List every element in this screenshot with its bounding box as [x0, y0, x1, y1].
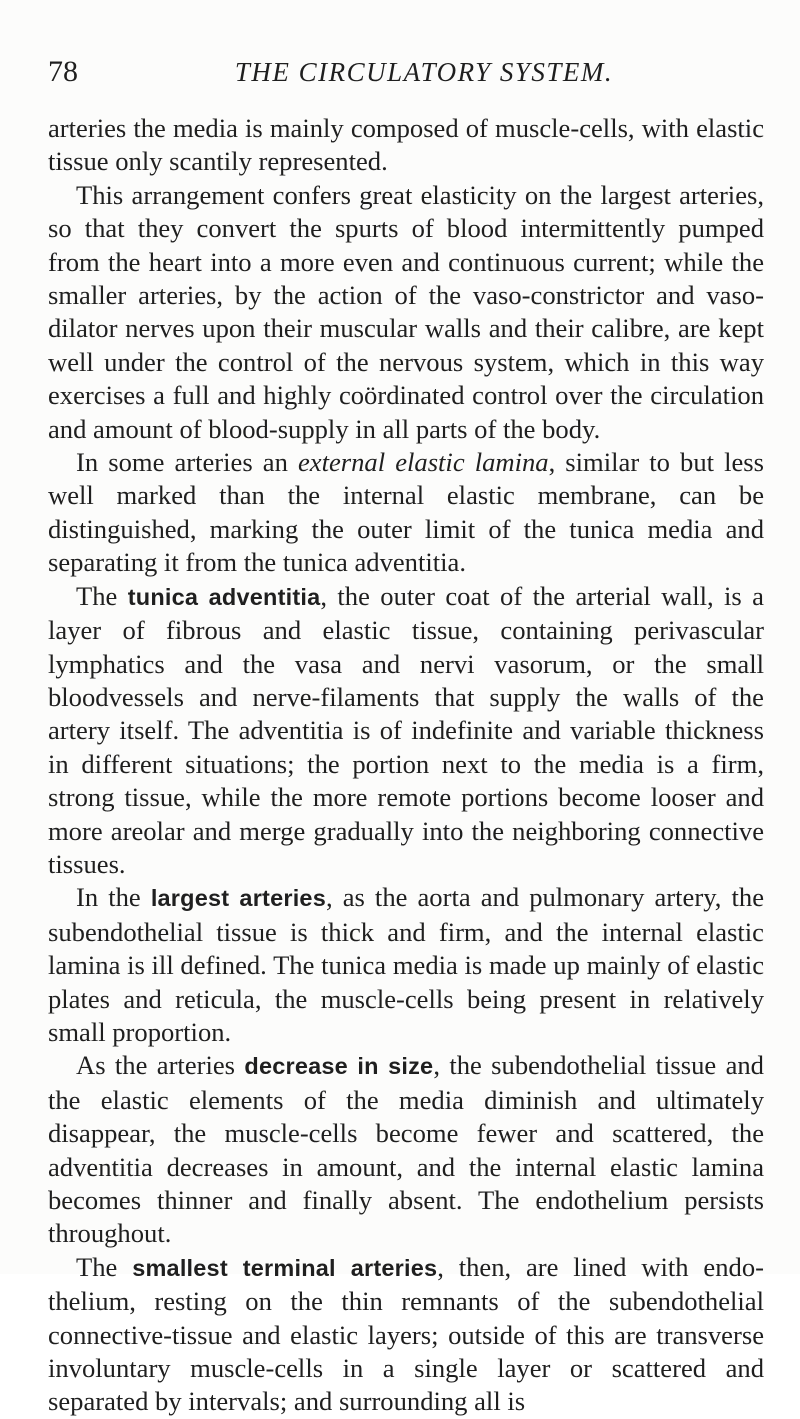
paragraph-text: The [76, 580, 128, 611]
paragraph-text: In some arteries an [76, 447, 298, 478]
page-number: 78 [48, 55, 78, 88]
bold-term: tunica adventitia [127, 583, 321, 610]
paragraph-text: , the outer coat of the arterial wall, is a layer of fibrous and elastic tissue, containing perivascular lymphatics and the vasa and nervi vasorum, or the small bloodvessels and nerve-filaments that supply the walls of the artery itself. The adventitia is of indefinite and variable thickness in different situations; the portion next to the media is a firm, strong tissue, while the more remote portions become looser and more areolar and merge gradually into the neighboring connective tissues. [48, 580, 764, 879]
paragraph-text: , the subendothelial tissue and the elastic elements of the media diminish and ultimately disappear, the muscle-cells become fewer and scattered, the adventitia decreases in amount, and the internal elastic lamina becomes thinner and finally absent. The endothelium persists throughout. [48, 1050, 764, 1249]
paragraph-6 [48, 1049, 764, 1250]
paragraph-3 [48, 446, 764, 580]
bold-term: decrease in size [244, 1053, 434, 1080]
running-title: THE CIRCULATORY SYSTEM. [234, 57, 614, 87]
paragraph-1 [48, 112, 764, 179]
paragraph-text: In the [76, 882, 151, 913]
bold-term: smallest terminal arteries [132, 1254, 438, 1281]
paragraph-4 [48, 580, 764, 882]
italic-term: external elastic lamina [297, 447, 549, 478]
paragraph-text: arteries the media is mainly composed of muscle-cells, with elastic tissue only scantily represented. [48, 113, 764, 177]
bold-term: largest arteries [150, 885, 326, 912]
paragraph-text: , similar to but less well marked than the internal elastic membrane, can be distinguished, marking the outer limit of the tunica media and separating it from the tunica adventitia. [48, 447, 764, 578]
paragraph-text: As the arteries [76, 1050, 245, 1081]
running-head [48, 50, 760, 94]
paragraph-2 [48, 179, 764, 446]
paragraph-5 [48, 881, 764, 1049]
paragraph-text: The [76, 1251, 133, 1282]
paragraph-7 [48, 1251, 764, 1419]
paragraph-text: , as the aorta and pulmonary artery, the subendothelial tissue is thick and firm, and the internal elastic lamina is ill defined. The tunica media is made up mainly of elastic plates and reticula, the muscle-cells being present in relatively small proportion. [48, 882, 764, 1047]
body-text [48, 112, 764, 1419]
paragraph-text: , then, are lined with endothelium, resting on the thin remnants of the subendothelial connective-tissue and elastic layers; outside of this are transverse involuntary muscle-cells in a single layer or scattered and separated by intervals; and surrounding all is [48, 1251, 764, 1417]
paragraph-text: This arrangement confers great elasticity on the largest arteries, so that they convert the spurts of blood intermittently pumped from the heart into a more even and continuous current; while the smaller arteries, by the action of the vaso-constrictor and vaso-dilator nerves upon their muscular walls and their calibre, are kept well under the control of the nervous system, which in this way exercises a full and highly coördinated control over the circulation and amount of blood-supply in all parts of the body. [48, 179, 764, 444]
